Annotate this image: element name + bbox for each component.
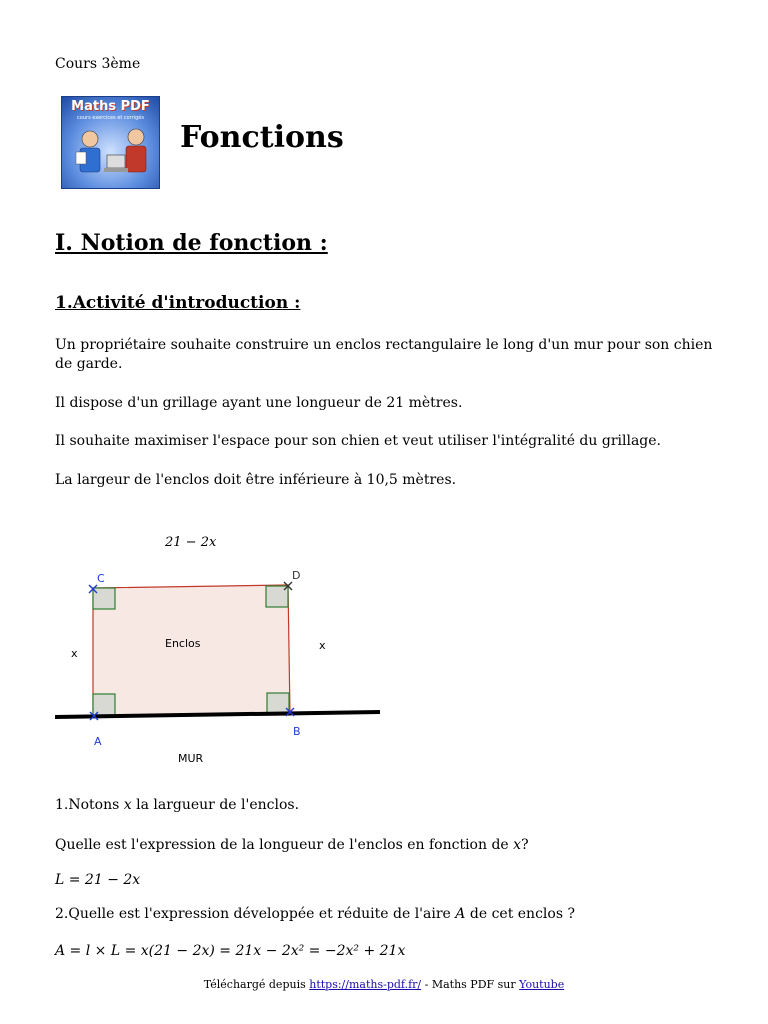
question-1 bbox=[55, 796, 725, 815]
footer-site-link[interactable]: https://maths-pdf.fr/ bbox=[309, 978, 422, 991]
maths-pdf-logo bbox=[61, 96, 160, 189]
enclosure-label: Enclos bbox=[165, 637, 201, 650]
right-angle-c bbox=[93, 588, 115, 609]
left-side-label: x bbox=[71, 647, 78, 660]
question-1-start: 1.Notons bbox=[55, 797, 124, 813]
logo-title: Maths PDF bbox=[71, 99, 150, 114]
answer-1: L = 21 − 2x bbox=[55, 872, 141, 888]
question-2-start: 2.Quelle est l'expression développée et réduite de l'aire bbox=[55, 906, 456, 922]
question-1-length bbox=[55, 836, 725, 855]
paragraph-2: Il dispose d'un grillage ayant une longueur de 21 mètres. bbox=[55, 395, 463, 411]
enclosure-rectangle bbox=[93, 585, 290, 715]
question-1-length-text: Quelle est l'expression de la longueur de l'enclos en fonction de bbox=[55, 837, 514, 853]
answer-2: A = l × L = x(21 − 2x) = 21x − 2x² = −2x² + 21x bbox=[55, 943, 406, 959]
activity-heading: 1.Activité d'introduction : bbox=[55, 293, 301, 313]
paragraph-1: Un propriétaire souhaite construire un enclos rectangulaire le long d'un mur pour son chien de garde. bbox=[55, 337, 713, 372]
wall-label: MUR bbox=[178, 752, 204, 765]
right-angle-a bbox=[93, 694, 115, 715]
point-b-label: B bbox=[293, 725, 301, 738]
question-2 bbox=[55, 905, 725, 924]
question-1-end: la largueur de l'enclos. bbox=[131, 797, 300, 813]
question-2-end: de cet enclos ? bbox=[465, 906, 575, 922]
point-d-label: D bbox=[292, 569, 301, 582]
logo-subtitle: cours exercices et corrigés bbox=[77, 115, 144, 121]
footer-prefix: Téléchargé depuis bbox=[203, 978, 310, 991]
paragraph-4: La largeur de l'enclos doit être inférieure à 10,5 mètres. bbox=[55, 472, 457, 488]
page-title: Fonctions bbox=[180, 120, 344, 155]
course-label: Cours 3ème bbox=[55, 56, 141, 72]
variable-a: A bbox=[455, 906, 466, 922]
point-a-label: A bbox=[94, 735, 102, 748]
footer bbox=[0, 978, 768, 991]
footer-youtube-link[interactable]: Youtube bbox=[519, 978, 565, 991]
right-angle-b bbox=[267, 693, 289, 714]
point-c-label: C bbox=[97, 572, 105, 585]
question-1-length-end: ? bbox=[521, 837, 529, 853]
top-length-label: 21 − 2x bbox=[165, 535, 217, 550]
right-side-label: x bbox=[319, 639, 326, 652]
variable-x: x bbox=[123, 797, 132, 813]
logo-figures-icon bbox=[62, 97, 160, 189]
section-heading: I. Notion de fonction : bbox=[55, 230, 328, 256]
enclosure-figure bbox=[55, 512, 380, 777]
paragraph-3: Il souhaite maximiser l'espace pour son chien et veut utiliser l'intégralité du grillage. bbox=[55, 433, 661, 449]
variable-x-2: x bbox=[513, 837, 522, 853]
footer-middle: - Maths PDF sur bbox=[421, 978, 520, 991]
